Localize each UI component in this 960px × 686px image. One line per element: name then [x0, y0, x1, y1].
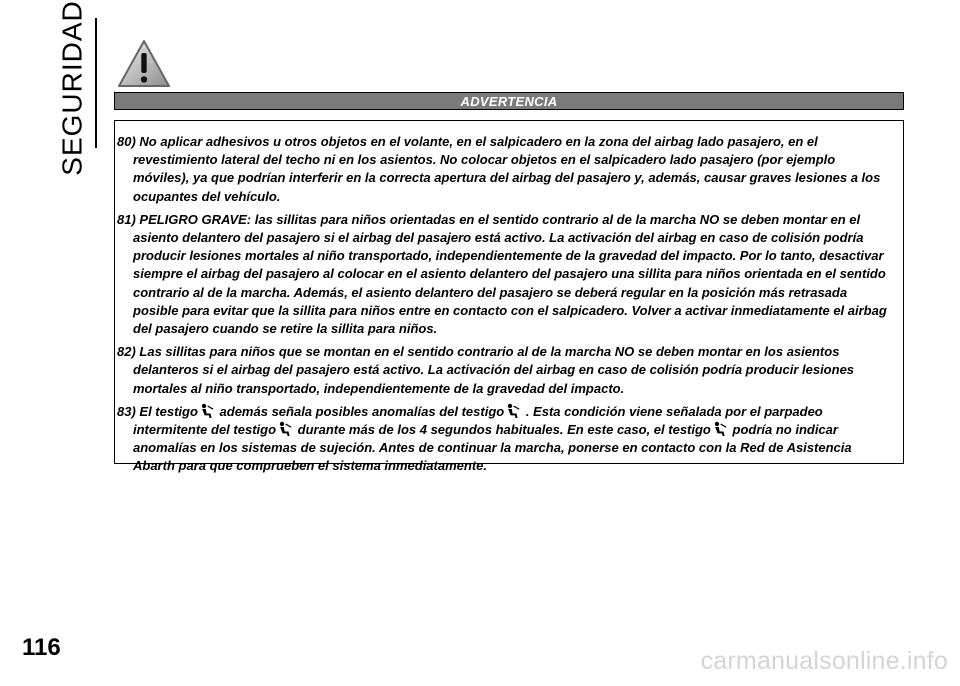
warning-box — [114, 120, 904, 474]
note-83-part-2: además señala posibles anomalías del testigo — [215, 403, 505, 419]
note-83-part-3: . Esta condición viene señalada por el parpadeo intermitente del testigo — [133, 403, 823, 438]
watermark: carmanualsonline.info — [700, 647, 948, 675]
note-83 — [117, 403, 895, 476]
warning-title: ADVERTENCIA — [460, 93, 558, 109]
note-83-part-4: durante más de los 4 segundos habituales. En este caso, el testigo — [294, 422, 711, 438]
note-80: 80) No aplicar adhesivos u otros objetos en el volante, en el salpicadero en la zona del airbag lado pasajero, en el revestimiento lateral del techo ni en los asientos. No colocar objetos en el salpicadero lado pasajero (por ejemplo móviles), ya que podrían interferir en la correcta apertura del airbag del pasajero y, además, causar graves lesiones a los ocupantes del vehículo. — [117, 134, 881, 204]
note-83-part-5: podría no indicar anomalías en los sistemas de sujeción. Antes de continuar la marcha, ponerse en contacto con la Red de Asistencia Abarth para que comprueben el sistema inmediatamente. — [133, 422, 852, 474]
passenger-airbag-icon — [712, 421, 728, 437]
note-82: 82) Las sillitas para niños que se montan en el sentido contrario al de la marcha NO se deben montar en los asientos delanteros si el airbag del pasajero está activo. La activación del airbag en caso de colisión podría producir lesiones mortales al niño transportado, independientemente de la gravedad del impacto. — [117, 344, 855, 396]
warning-banner — [114, 92, 904, 110]
passenger-airbag-icon — [505, 403, 521, 419]
note-81: 81) PELIGRO GRAVE: las sillitas para niños orientadas en el sentido contrario al de la marcha NO se deben montar en el asiento delantero del pasajero si el airbag del pasajero está activo. La activación del airbag en caso de colisión podría producir lesiones mortales al niño transportado, independientemente de la gravedad del impacto. Por lo tanto, desactivar siempre el airbag del pasajero al colocar en el asiento delantero del pasajero una sillita para niños orientada en el sentido contrario al de la marcha. Además, el asiento delantero del pasajero se deberá regular en la posición más retrasada posible para evitar que la sillita para niños entre en contacto con el salpicadero. Volver a activar inmediatamente el airbag del pasajero cuando se retire la sillita para niños. — [117, 211, 887, 337]
warning-triangle-icon — [116, 38, 172, 90]
page-number: 116 — [22, 634, 61, 661]
section-title — [57, 0, 88, 176]
section-divider — [95, 18, 97, 148]
note-83-part-1: 83) El testigo — [117, 403, 198, 419]
passenger-airbag-icon — [277, 421, 293, 437]
section-title-text: SEGURIDAD — [57, 0, 88, 176]
passenger-airbag-icon — [199, 403, 215, 419]
